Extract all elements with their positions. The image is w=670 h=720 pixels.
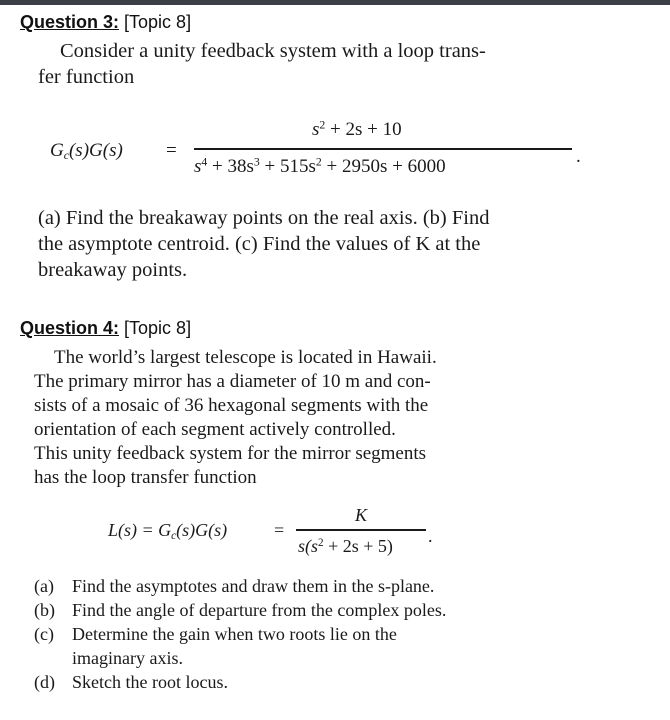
q4-topic: [Topic 8]: [124, 318, 192, 338]
q4-intro-line-2: The primary mirror has a diameter of 10 m and con-: [34, 371, 431, 392]
q4-intro-line-6: has the loop transfer function: [34, 467, 257, 488]
q3-numerator: $s^2 + 2s + 10$: [312, 118, 402, 140]
q4-fraction-bar: [296, 529, 426, 531]
list-item-label: (b): [34, 600, 55, 620]
list-item: [34, 622, 446, 646]
q3-intro-line-1: Consider a unity feedback system with a loop trans-: [60, 40, 486, 62]
q3-intro-line-2: fer function: [38, 66, 135, 88]
list-item-continuation: imaginary axis.: [72, 648, 183, 668]
list-item-label: (c): [34, 624, 54, 644]
q4-intro-line-4: orientation of each segment actively controlled.: [34, 419, 396, 440]
list-item-text: Sketch the root locus.: [72, 672, 228, 692]
q3-topic: [Topic 8]: [124, 12, 192, 32]
q3-eq-period: .: [576, 146, 581, 167]
q4-label: Question 4:: [20, 318, 120, 338]
q4-intro-line-3: sists of a mosaic of 36 hexagonal segments with the: [34, 395, 429, 416]
list-item-label: (d): [34, 672, 55, 692]
q3-denominator: $s^4 + 38s^3 + 515s^2 + 2950s + 6000$: [194, 155, 446, 177]
list-item: [34, 574, 446, 598]
list-item: [34, 598, 446, 622]
q4-question-list: [34, 574, 446, 694]
list-item: [34, 670, 446, 694]
q3-question-line-3: breakaway points.: [38, 259, 188, 281]
q4-numerator: K: [355, 505, 368, 525]
q3-label: Question 3:: [20, 12, 120, 32]
q4-eq-equals: =: [274, 520, 285, 540]
list-item-text: Find the angle of departure from the complex poles.: [72, 600, 447, 620]
q3-question-line-2: the asymptote centroid. (c) Find the values of K at the: [38, 233, 481, 255]
q3-eq-equals: =: [166, 140, 177, 161]
q4-denominator: $s(s^2 + 2s + 5)$: [298, 536, 393, 556]
q3-question-line-1: (a) Find the breakaway points on the real axis. (b) Find: [38, 207, 490, 229]
q4-intro-line-5: This unity feedback system for the mirror segments: [34, 443, 427, 464]
list-item-text: Find the asymptotes and draw them in the s-plane.: [72, 576, 435, 596]
list-item-label: (a): [34, 576, 54, 596]
q4-eq-period: .: [428, 526, 433, 546]
q4-intro-line-1: The world’s largest telescope is located in Hawaii.: [54, 347, 437, 368]
list-item-text: Determine the gain when two roots lie on the: [72, 624, 397, 644]
q4-eq-lhs: $L(s) = G_c(s)G(s)$: [108, 520, 228, 542]
q3-eq-lhs: $G_c(s)G(s)$: [50, 140, 123, 162]
